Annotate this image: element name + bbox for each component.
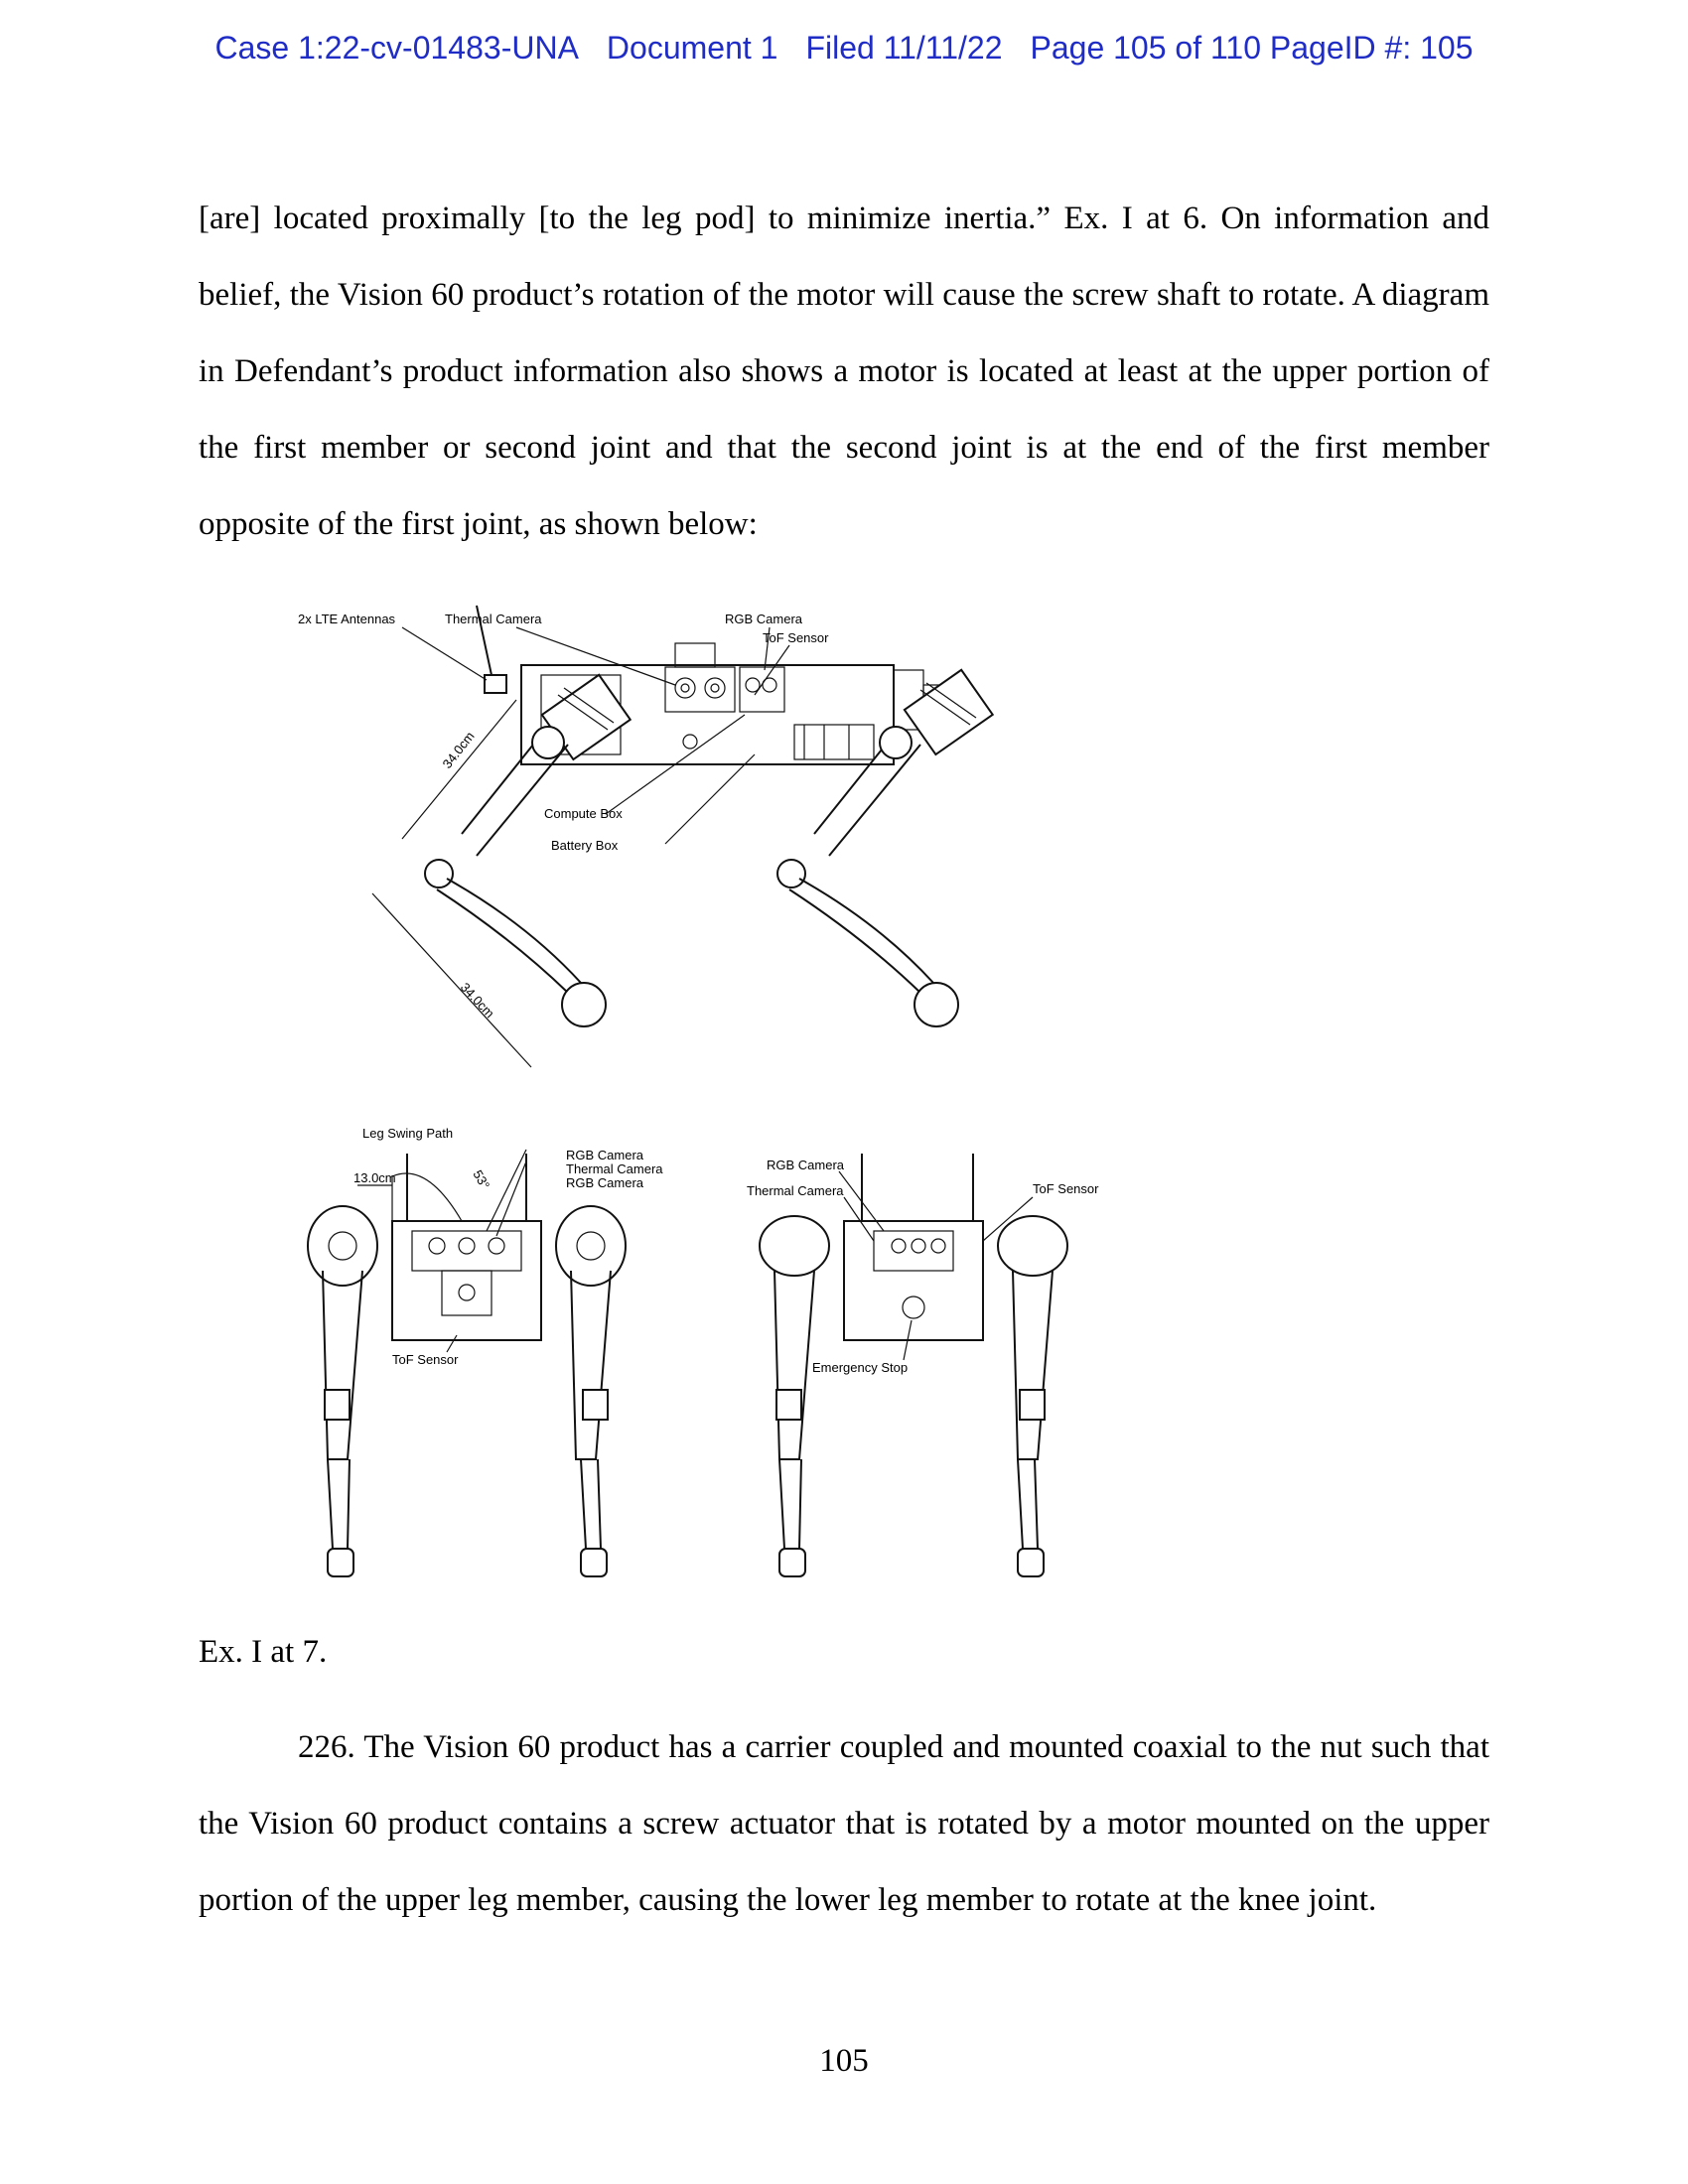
page-number: 105 — [819, 2043, 869, 2079]
label-tof-sensor: ToF Sensor — [1033, 1181, 1099, 1196]
label-battery-box: Battery Box — [551, 838, 619, 853]
label-tof-sensor: ToF Sensor — [392, 1352, 459, 1367]
dim-lower-leg: 34.0cm — [457, 979, 497, 1022]
left-hip-motor — [308, 1206, 377, 1286]
front-lower-leg — [437, 879, 581, 993]
label-thermal-camera: Thermal Camera — [747, 1183, 844, 1198]
figure-caption: Ex. I at 7. — [199, 1634, 328, 1670]
front-foot — [562, 983, 606, 1026]
right-foot — [581, 1549, 607, 1576]
rear-foot — [914, 983, 958, 1026]
right-hip-motor — [556, 1206, 626, 1286]
right-upper-leg — [571, 1271, 611, 1459]
filed-date: Filed 11/11/22 — [805, 30, 1003, 66]
label-thermal-camera: Thermal Camera — [445, 612, 542, 626]
label-leg-swing-path: Leg Swing Path — [362, 1126, 454, 1141]
front-body — [392, 1221, 541, 1340]
label-lte-antennas: 2x LTE Antennas — [298, 612, 396, 626]
paragraph-text: The Vision 60 product has a carrier coupled and mounted coaxial to the nut such that the Vision 60 product contains a screw actuator that is rotated by a motor mounted on the upper portion of the upper leg member, causing the lower leg member to rotate at the knee joint. — [199, 1729, 1489, 1918]
label-rgb-camera-1: RGB Camera — [566, 1148, 644, 1162]
label-tof-sensor: ToF Sensor — [763, 630, 829, 645]
page-header — [0, 30, 1688, 67]
paragraph-number: 226. — [298, 1729, 355, 1765]
case-number: Case 1:22-cv-01483-UNA — [214, 30, 579, 66]
robot-front-view-diagram — [298, 1122, 695, 1588]
front-knee-joint — [425, 860, 453, 887]
left-foot — [328, 1549, 353, 1576]
left-upper-leg — [323, 1271, 362, 1459]
page-id: Page 105 of 110 PageID #: 105 — [1030, 30, 1474, 66]
paragraph-intro: [are] located proximally [to the leg pod] to minimize inertia.” Ex. I at 6. On information and belief, the Vision 60 product’s rotation of the motor will cause the screw shaft to rotate. A diagram in Defendant’s product information also shows a motor is located at least at the upper portion of the first member or second joint and that the second joint is at the end of the first member opposite of the first joint, as shown below: — [199, 201, 1489, 542]
label-rgb-camera: RGB Camera — [767, 1158, 845, 1172]
document-number: Document 1 — [606, 30, 778, 66]
dim-upper-leg: 34.0cm — [439, 729, 478, 771]
dim-angle: 53° — [470, 1167, 493, 1192]
label-emergency-stop: Emergency Stop — [812, 1360, 909, 1375]
label-compute-box: Compute Box — [544, 806, 623, 821]
label-rgb-camera: RGB Camera — [725, 612, 803, 626]
paragraph-226 — [199, 1709, 1489, 1939]
label-thermal-camera: Thermal Camera — [566, 1161, 663, 1176]
rear-hip-motor — [905, 670, 993, 754]
robot-side-view-diagram — [298, 596, 1092, 1092]
dim-width: 13.0cm — [353, 1170, 396, 1185]
rear-body — [844, 1221, 983, 1340]
rear-lower-leg — [789, 879, 933, 993]
label-rgb-camera-2: RGB Camera — [566, 1175, 644, 1190]
robot-rear-view-diagram — [735, 1122, 1132, 1588]
